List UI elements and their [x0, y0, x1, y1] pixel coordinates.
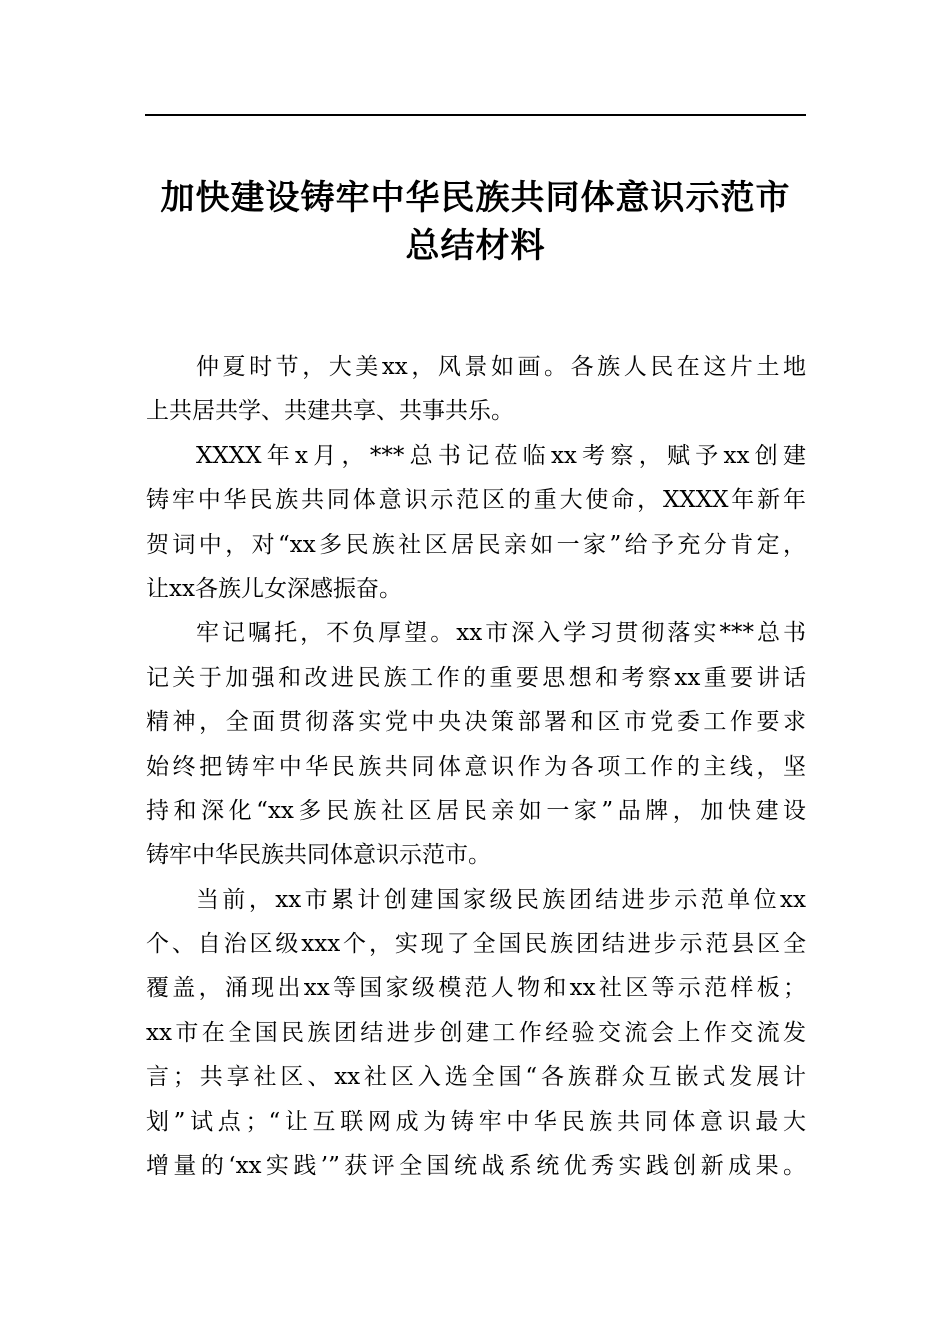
header-rule — [145, 114, 806, 116]
paragraph-line: 当前，xx市累计创建国家级民族团结进步示范单位xx — [196, 886, 806, 913]
paragraph-line: 让xx各族儿女深感振奋。 — [146, 575, 402, 602]
paragraph-line: 上共居共学、共建共享、共事共乐。 — [146, 398, 514, 425]
paragraph-line: 个、自治区级xxx个，实现了全国民族团结进步示范县区全 — [146, 931, 806, 958]
paragraph-line: 覆盖，涌现出xx等国家级模范人物和xx社区等示范样板； — [146, 975, 806, 1002]
paragraph-line: xx市在全国民族团结进步创建工作经验交流会上作交流发 — [146, 1019, 806, 1046]
paragraph-line: 划”试点；“让互联网成为铸牢中华民族共同体意识最大 — [146, 1108, 806, 1135]
paragraph-line: 记关于加强和改进民族工作的重要思想和考察xx重要讲话 — [146, 664, 806, 691]
paragraph-line: 铸牢中华民族共同体意识示范区的重大使命，XXXX年新年 — [146, 487, 806, 514]
paragraph-line: 贺词中，对“xx多民族社区居民亲如一家”给予充分肯定， — [146, 531, 806, 558]
paragraph-line: 增量的‘xx实践’”获评全国统战系统优秀实践创新成果。 — [146, 1153, 806, 1180]
document-subtitle: 总结材料 — [405, 226, 546, 266]
paragraph-line: 牢记嘱托，不负厚望。xx市深入学习贯彻落实***总书 — [196, 620, 806, 647]
document-title: 加快建设铸牢中华民族共同体意识示范市 — [160, 178, 791, 218]
paragraph-line: 铸牢中华民族共同体意识示范市。 — [146, 842, 491, 869]
paragraph-line: 仲夏时节，大美xx，风景如画。各族人民在这片土地 — [196, 354, 806, 380]
paragraph-line: 精神，全面贯彻落实党中央决策部署和区市党委工作要求 — [146, 709, 806, 736]
paragraph-line: 持和深化“xx多民族社区居民亲如一家”品牌，加快建设 — [146, 797, 806, 824]
paragraph-line: 始终把铸牢中华民族共同体意识作为各项工作的主线，坚 — [146, 753, 806, 780]
paragraph-line: XXXX年x月，***总书记莅临xx考察，赋予xx创建 — [196, 442, 806, 469]
document-body — [146, 345, 806, 1188]
paragraph-line: 言；共享社区、xx社区入选全国“各族群众互嵌式发展计 — [146, 1064, 806, 1091]
